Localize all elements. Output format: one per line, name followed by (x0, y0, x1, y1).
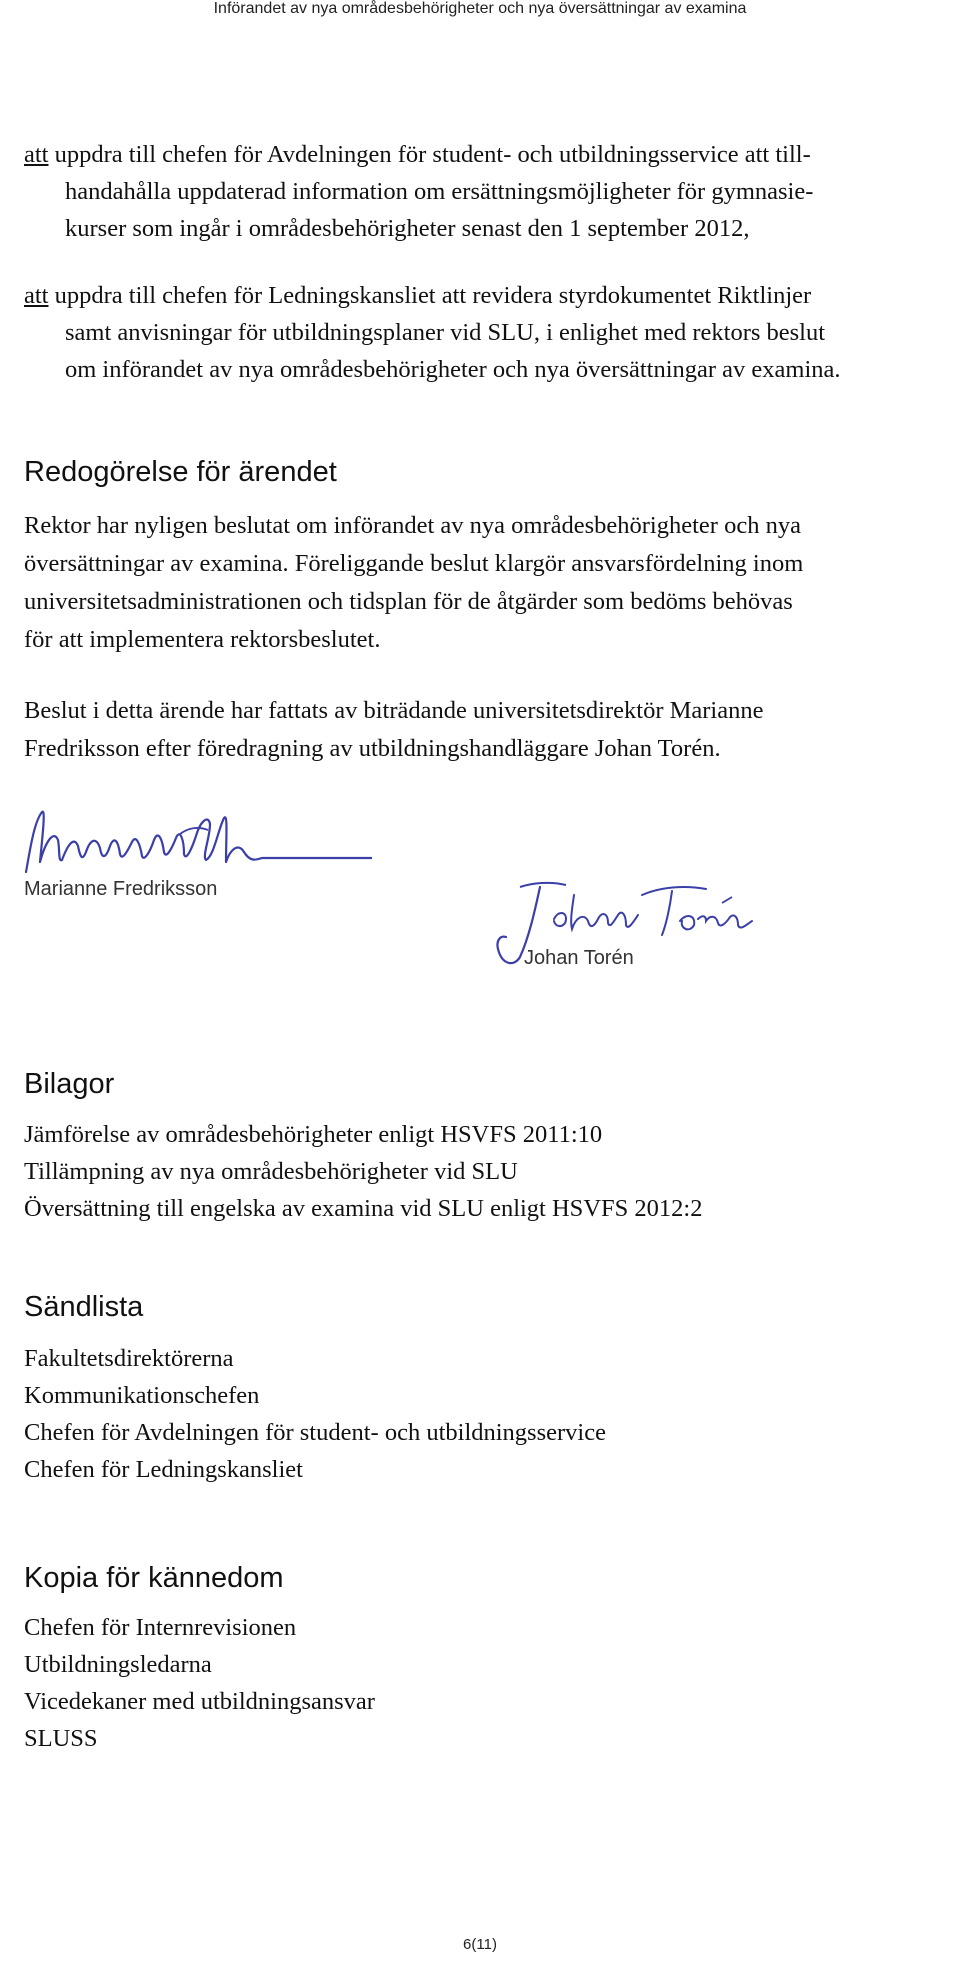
list-item: Översättning till engelska av examina vid SLU enligt HSVFS 2012:2 (24, 1195, 703, 1222)
paragraph-line: Rektor har nyligen beslutat om införandet av nya områdesbehörigheter och nya (24, 512, 801, 539)
decision-line: handahålla uppdaterad information om ersättningsmöjligheter för gymnasie- (65, 178, 814, 205)
decision-line: uppdra till chefen för Avdelningen för student- och utbildningsservice att till- (54, 141, 811, 168)
list-item: Fakultetsdirektörerna (24, 1345, 234, 1372)
list-item: Chefen för Avdelningen för student- och utbildningsservice (24, 1419, 606, 1446)
list-item: Utbildningsledarna (24, 1651, 212, 1678)
paragraph-line: universitetsadministrationen och tidsplan för de åtgärder som bedöms behövas (24, 588, 793, 615)
signatory-name: Marianne Fredriksson (24, 878, 218, 900)
decision-line: uppdra till chefen för Ledningskansliet att revidera styrdokumentet Riktlinjer (54, 282, 812, 309)
att-keyword: att (24, 282, 49, 309)
decision-line: om införandet av nya områdesbehörigheter och nya översättningar av examina. (65, 356, 841, 383)
running-header: Införandet av nya områdesbehörigheter och nya översättningar av examina (0, 0, 960, 20)
paragraph-line: översättningar av examina. Föreliggande beslut klargör ansvarsfördelning inom (24, 550, 804, 577)
paragraph-line: Fredriksson efter föredragning av utbildningshandläggare Johan Torén. (24, 735, 721, 762)
list-item: Kommunikationschefen (24, 1382, 260, 1409)
section-heading-kopia: Kopia för kännedom (24, 1562, 284, 1594)
paragraph (24, 507, 954, 659)
section-heading-bilagor: Bilagor (24, 1068, 115, 1100)
decision-line: kurser som ingår i områdesbehörigheter senast den 1 september 2012, (65, 215, 750, 242)
list-item: Tillämpning av nya områdesbehörigheter vid SLU (24, 1158, 518, 1185)
decision-line: samt anvisningar för utbildningsplaner vid SLU, i enlighet med rektors beslut (65, 319, 826, 346)
attachments-list (24, 1116, 702, 1227)
signature-marianne (12, 800, 372, 910)
list-item: Chefen för Ledningskansliet (24, 1456, 303, 1483)
list-item: Chefen för Internrevisionen (24, 1614, 297, 1641)
section-heading-sandlista: Sändlista (24, 1291, 144, 1323)
paragraph-line: för att implementera rektorsbeslutet. (24, 626, 381, 653)
signatory-name: Johan Torén (524, 947, 634, 969)
section-heading-redogorelse: Redogörelse för ärendet (24, 456, 337, 488)
paragraph-line: Beslut i detta ärende har fattats av biträdande universitetsdirektör Marianne (24, 697, 764, 724)
decision-item (24, 277, 944, 388)
list-item: Vicedekaner med utbildningsansvar (24, 1688, 375, 1715)
att-keyword: att (24, 141, 49, 168)
page-number: 6(11) (463, 1936, 497, 1953)
signature-johan (484, 875, 764, 980)
copy-list (24, 1609, 375, 1757)
handwritten-signature-icon (12, 800, 372, 880)
paragraph (24, 692, 954, 768)
decision-item (24, 136, 944, 247)
distribution-list (24, 1340, 606, 1488)
list-item: Jämförelse av områdesbehörigheter enligt HSVFS 2011:10 (24, 1121, 603, 1148)
list-item: SLUSS (24, 1725, 98, 1752)
